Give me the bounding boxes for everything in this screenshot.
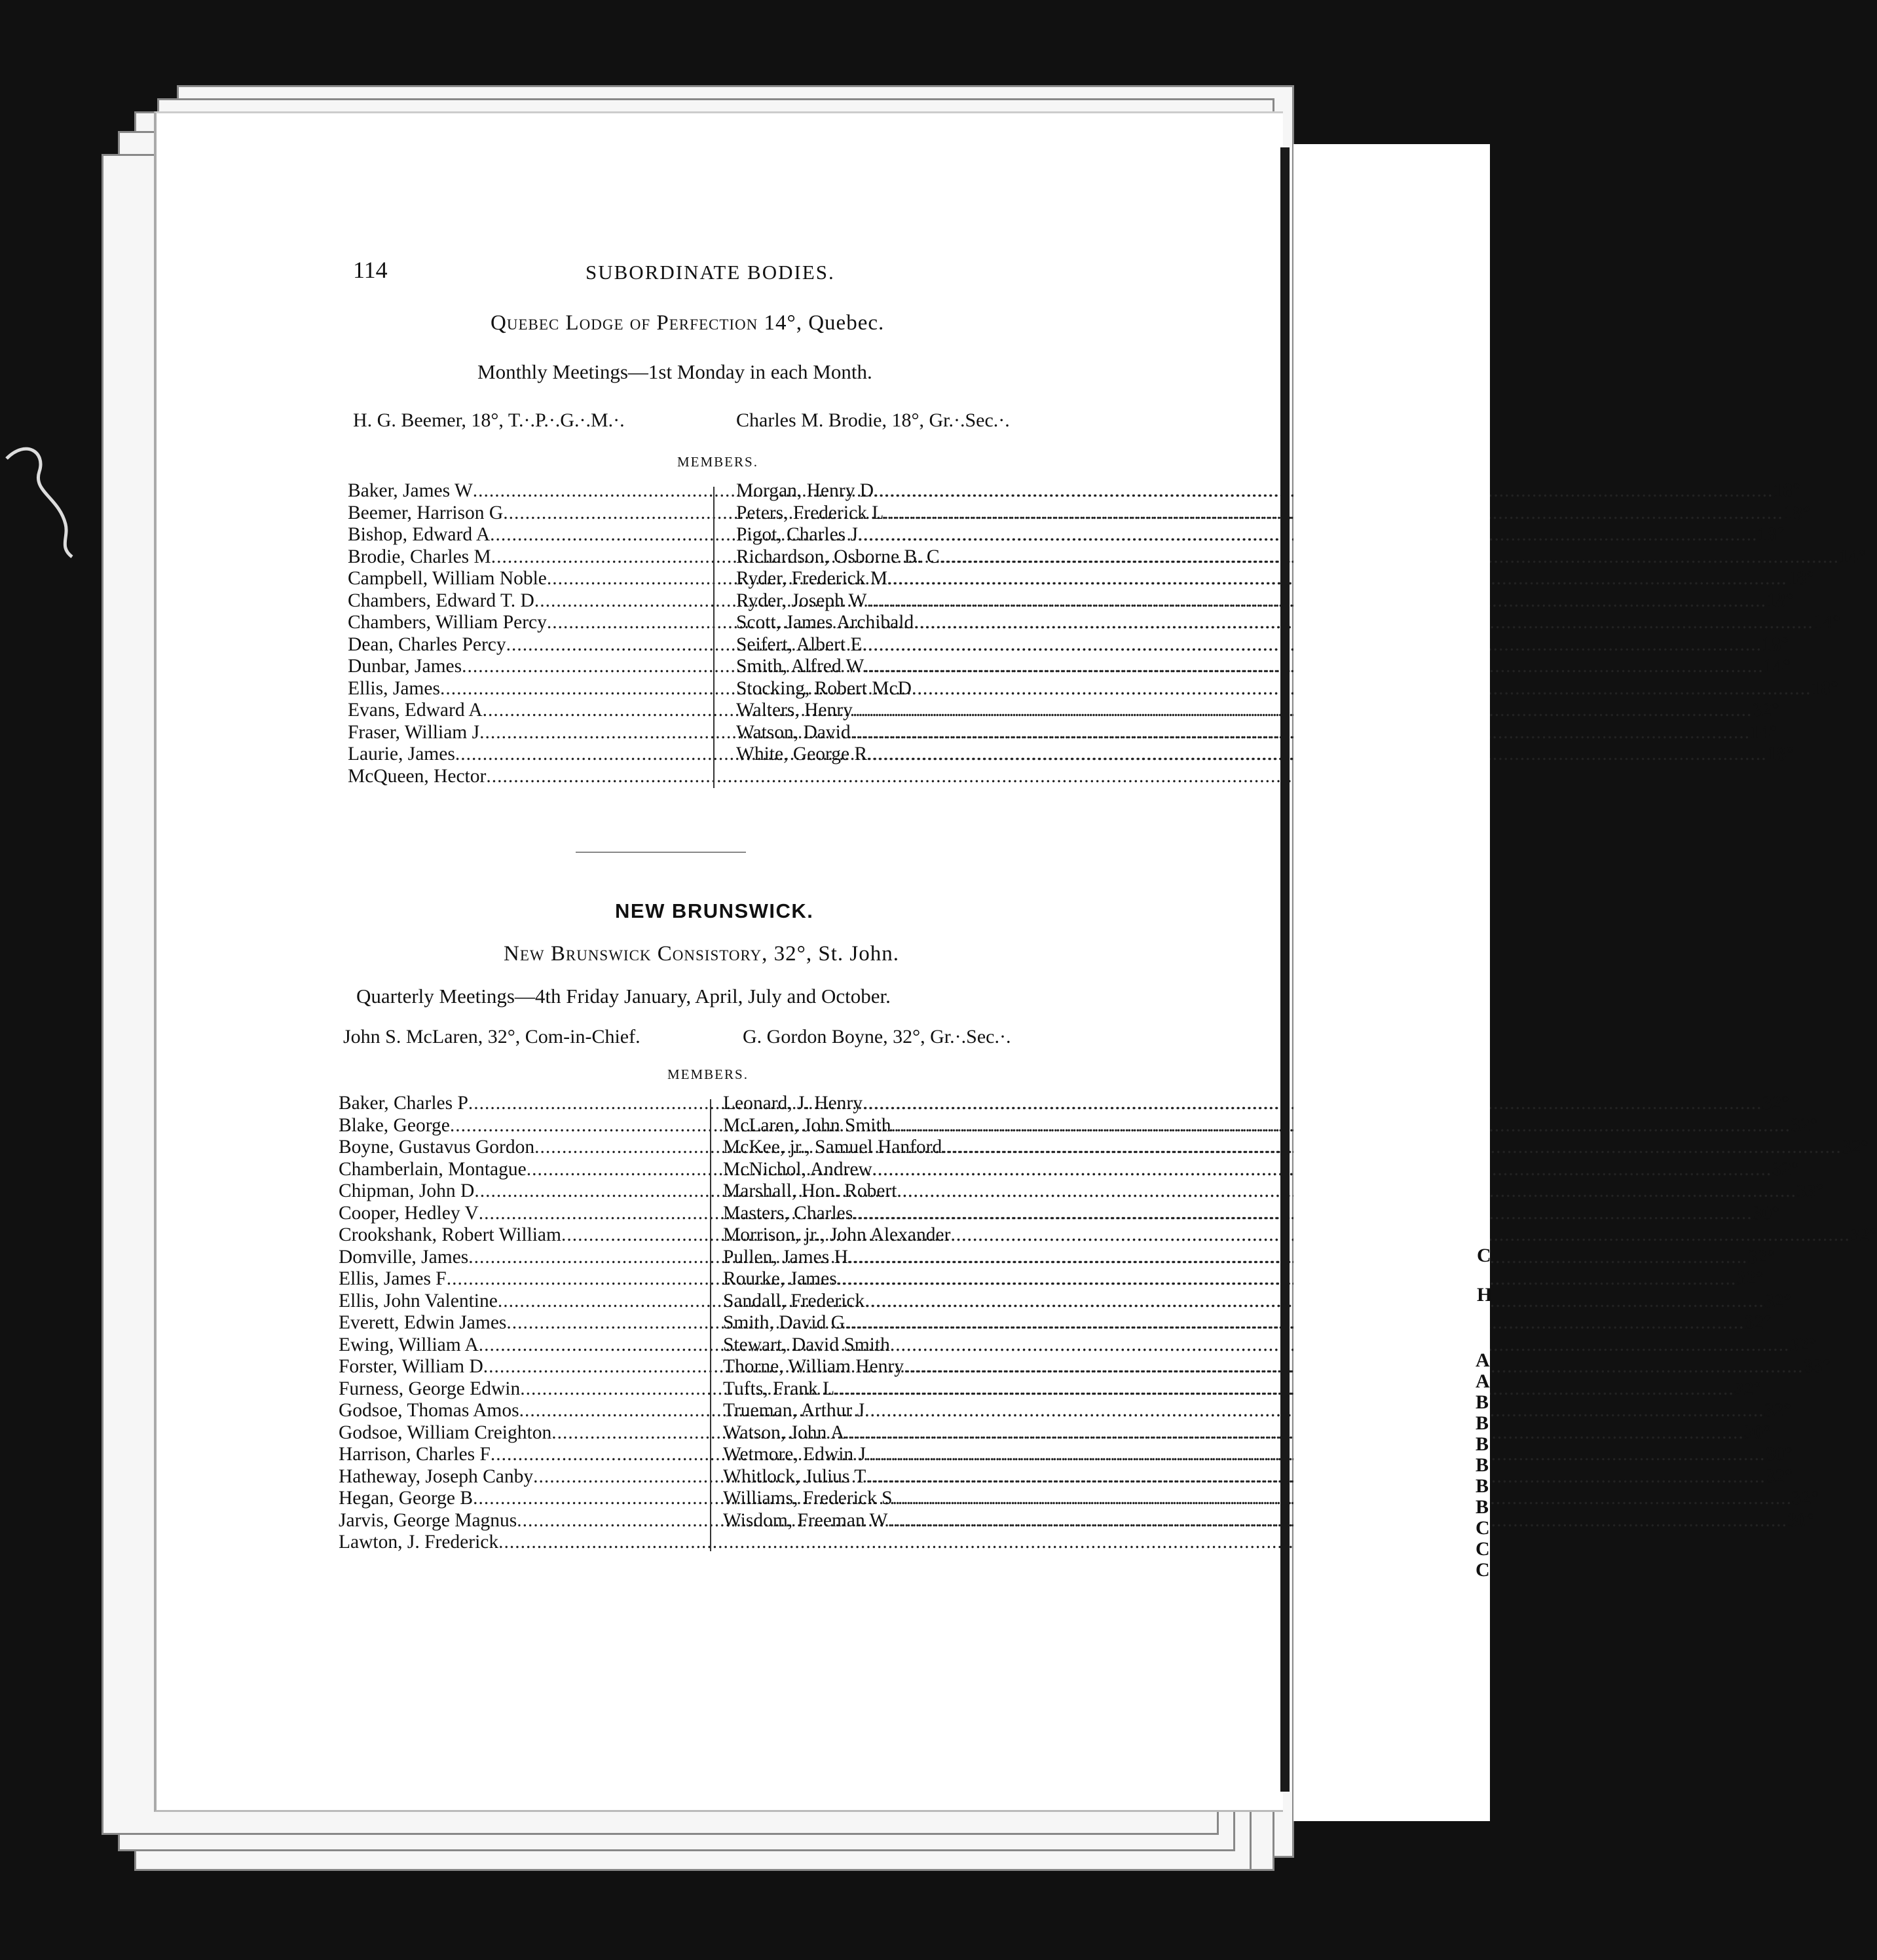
member-degree: 32°	[1752, 700, 1779, 721]
book-gutter	[1280, 147, 1290, 1792]
member-row	[348, 480, 688, 502]
member-name: Marshall, Hon. Robert	[723, 1180, 897, 1201]
member-degree: 32°	[1747, 1246, 1775, 1268]
member-degree: 32°	[1841, 1137, 1869, 1158]
member-row	[723, 1400, 1791, 1422]
member-degree: 18°	[1762, 633, 1789, 655]
member-name: Whitlock, Julius T	[723, 1465, 866, 1487]
member-name: Hatheway, Joseph Canby	[339, 1465, 534, 1487]
member-row	[348, 524, 688, 546]
member-name: Everett, Edwin James	[339, 1312, 507, 1333]
facing-page-fragment: B	[1476, 1391, 1489, 1413]
member-degree: 30°	[1787, 1509, 1815, 1531]
member-row	[723, 1378, 1762, 1401]
member-row	[736, 480, 1800, 502]
member-name: Pigot, Charles J	[736, 524, 859, 545]
member-name: Watson, David	[736, 721, 851, 743]
member-row	[348, 634, 688, 656]
string-mark	[0, 432, 92, 563]
member-row	[736, 568, 1814, 590]
member-row	[339, 1378, 682, 1401]
quebec-members-left	[348, 480, 688, 787]
book-page	[154, 111, 1877, 1812]
member-row	[723, 1158, 1799, 1181]
member-row	[348, 678, 688, 700]
member-name: Harrison, Charles F	[339, 1444, 491, 1465]
member-name: Evans, Edward A	[348, 700, 483, 721]
member-row	[723, 1246, 1775, 1269]
member-row	[723, 1180, 1824, 1203]
member-row	[339, 1159, 682, 1181]
member-row	[339, 1312, 682, 1334]
member-name: Fraser, William J	[348, 721, 480, 743]
member-row	[339, 1356, 682, 1378]
member-name: Ellis, James F	[339, 1268, 447, 1289]
member-degree: 30°	[1752, 1202, 1780, 1224]
column-divider	[713, 487, 715, 788]
member-row	[348, 766, 688, 788]
member-name: Jarvis, George Magnus	[339, 1509, 517, 1531]
member-name: Ryder, Frederick M	[736, 568, 888, 589]
member-name: McNichol, Andrew	[723, 1158, 872, 1180]
member-degree: 32°	[1765, 1465, 1793, 1487]
member-row	[736, 656, 1791, 678]
member-row	[723, 1224, 1877, 1247]
member-row	[736, 721, 1777, 744]
member-row	[723, 1290, 1792, 1313]
page-number: 114	[353, 257, 388, 283]
member-row	[348, 722, 688, 744]
member-name: Godsoe, William Creighton	[339, 1422, 552, 1443]
member-degree: 30°	[1765, 1444, 1793, 1465]
quebec-officer-left: H. G. Beemer, 18°, T.·.P.·.G.·.M.·.	[353, 409, 625, 431]
member-name: Morrison, jr., John Alexander	[723, 1224, 951, 1245]
nb-members-left	[339, 1093, 682, 1554]
member-name: Pullen, James H	[723, 1246, 848, 1268]
member-name: McLaren, John Smith	[723, 1114, 891, 1136]
member-degree: 18°	[1757, 524, 1785, 545]
member-name: Ryder, Joseph W	[736, 590, 867, 611]
facing-page-fragment: A	[1476, 1349, 1490, 1371]
member-name: Chipman, John D	[339, 1180, 475, 1201]
member-name: Laurie, James	[348, 744, 455, 764]
quebec-members-heading: MEMBERS.	[677, 454, 758, 470]
member-degree: 32°	[1736, 1268, 1764, 1289]
nb-consistory-title	[504, 942, 899, 966]
member-name: Chambers, Edward T. D	[348, 590, 534, 611]
member-name: Domville, James	[339, 1246, 469, 1268]
member-row	[736, 524, 1785, 546]
member-degree: 18°	[1783, 502, 1811, 523]
member-row	[348, 546, 688, 569]
member-row	[723, 1202, 1780, 1225]
member-row	[736, 612, 1841, 634]
facing-page-fragment: B	[1476, 1433, 1489, 1455]
facing-page-fragment: A	[1476, 1370, 1490, 1392]
member-degree: 32°	[1762, 1093, 1789, 1114]
member-row	[339, 1203, 682, 1225]
member-row	[339, 1334, 682, 1357]
member-degree: 32°	[1789, 1334, 1817, 1355]
member-name: Beemer, Harrison G	[348, 502, 504, 523]
member-name: Bishop, Edward A	[348, 524, 491, 545]
member-degree: 18°	[1787, 568, 1814, 589]
member-row	[339, 1268, 682, 1291]
member-degree: 18°	[1773, 480, 1800, 501]
member-name: Chambers, William Percy	[348, 612, 547, 633]
quebec-lodge-degree-place: 14°, Quebec.	[764, 311, 885, 335]
quebec-meetings: Monthly Meetings—1st Monday in each Month.	[477, 360, 872, 383]
member-name: Leonard, J. Henry	[723, 1093, 863, 1114]
leader-dots	[498, 1532, 1398, 1554]
member-row	[339, 1400, 682, 1422]
member-degree: 32°	[1790, 1114, 1818, 1136]
member-name: Ewing, William A	[339, 1334, 479, 1355]
member-row	[723, 1093, 1789, 1115]
member-name: Chamberlain, Montague	[339, 1158, 527, 1180]
new-brunswick-heading: NEW BRUNSWICK.	[615, 899, 814, 922]
member-name: Walters, Henry	[736, 700, 853, 721]
member-degree: 14°	[1763, 656, 1791, 677]
member-degree: 30°	[1743, 1422, 1772, 1443]
quebec-lodge-title	[491, 311, 884, 335]
nb-consistory-name: New Brunswick Consistory	[504, 942, 762, 966]
member-row	[339, 1532, 682, 1554]
member-degree: 18°	[1811, 677, 1838, 699]
member-name: Cooper, Hedley V	[339, 1202, 479, 1224]
member-row	[348, 612, 688, 634]
member-row	[736, 546, 1867, 569]
member-name: McQueen, Hector	[348, 765, 487, 787]
member-row	[736, 744, 1794, 766]
member-row	[723, 1114, 1818, 1137]
member-degree: 32°	[1764, 1290, 1792, 1311]
member-name: Tufts, Frank L	[723, 1378, 835, 1399]
member-degree: 33°	[1796, 1180, 1824, 1201]
member-name: Thorne, William Henry	[723, 1356, 904, 1377]
member-degree: 32°	[1764, 1400, 1791, 1421]
member-name: Blake, George	[339, 1114, 450, 1136]
member-name: Sandall, Frederick	[723, 1290, 865, 1311]
member-degree: 32°	[1792, 1488, 1819, 1509]
member-row	[339, 1137, 682, 1159]
member-row	[723, 1137, 1869, 1159]
member-name: Brodie, Charles M	[348, 546, 491, 567]
member-name: Seifert, Albert E	[736, 633, 863, 655]
member-name: Wetmore, Edwin J	[723, 1444, 866, 1465]
member-name: Watson, John A	[723, 1422, 845, 1443]
member-degree: 32°	[1772, 1158, 1799, 1180]
member-row	[348, 656, 688, 678]
member-row	[723, 1422, 1772, 1444]
member-name: Boyne, Gustavus Gordon	[339, 1137, 535, 1158]
nb-members-right	[723, 1093, 1877, 1532]
member-row	[736, 502, 1811, 525]
quebec-lodge-name: Quebec Lodge of Perfection	[491, 311, 758, 335]
member-row	[348, 590, 688, 612]
member-name: Baker, James W	[348, 480, 473, 501]
member-degree: 32°	[1734, 1378, 1762, 1399]
member-row	[723, 1465, 1793, 1488]
member-row	[723, 1268, 1764, 1291]
facing-page-fragment: B	[1476, 1475, 1489, 1497]
member-name: White, George R	[736, 744, 868, 764]
member-name: Stewart, David Smith	[723, 1334, 890, 1355]
member-name: Stocking, Robert McD	[736, 677, 912, 699]
member-name: Ellis, John Valentine	[339, 1290, 498, 1311]
nb-members-heading: MEMBERS.	[667, 1066, 749, 1082]
member-name: Wisdom, Freeman W	[723, 1509, 888, 1531]
member-row	[339, 1444, 682, 1466]
member-row	[736, 700, 1779, 722]
facing-page-fragment: B	[1476, 1412, 1489, 1434]
member-row	[339, 1180, 682, 1203]
running-head: SUBORDINATE BODIES.	[585, 261, 835, 284]
member-row	[723, 1509, 1815, 1532]
member-row	[339, 1093, 682, 1115]
member-row	[723, 1356, 1831, 1378]
member-row	[348, 568, 688, 590]
member-row	[723, 1488, 1819, 1510]
nb-consistory-degree-place: , 32°, St. John.	[762, 942, 899, 966]
quebec-members-right	[736, 480, 1867, 766]
member-row	[348, 502, 688, 525]
member-row	[348, 744, 688, 766]
member-degree: 14°	[1839, 546, 1867, 567]
member-degree: 14°	[1750, 721, 1777, 743]
facing-page-fragment: B	[1476, 1496, 1489, 1518]
member-name: Scott, James Archibald	[736, 612, 914, 633]
member-name: McKee, jr., Samuel Hanford	[723, 1137, 942, 1158]
quebec-officer-right: Charles M. Brodie, 18°, Gr.·.Sec.·.	[736, 409, 1010, 431]
nb-meetings: Quarterly Meetings—4th Friday January, April, July and October.	[356, 985, 891, 1008]
nb-officer-right: G. Gordon Boyne, 32°, Gr.·.Sec.·.	[743, 1026, 1011, 1047]
member-name: Dunbar, James	[348, 656, 462, 677]
member-degree: 18°	[1766, 590, 1794, 611]
facing-page-fragment: C	[1476, 1538, 1490, 1560]
facing-page-fragment: B	[1476, 1454, 1489, 1476]
member-degree: 33°	[1803, 1356, 1831, 1377]
member-row	[339, 1115, 682, 1137]
member-name: Smith, David G	[723, 1312, 846, 1333]
member-degree: 32°	[1849, 1224, 1877, 1245]
member-row	[723, 1312, 1772, 1334]
member-name: Hegan, George B	[339, 1488, 474, 1509]
member-row	[723, 1444, 1793, 1466]
member-name: Baker, Charles P	[339, 1093, 468, 1114]
member-name: Ellis, James	[348, 677, 440, 699]
member-name: Crookshank, Robert William	[339, 1224, 561, 1245]
member-name: Forster, William D	[339, 1356, 483, 1377]
member-row	[736, 677, 1838, 700]
member-row	[339, 1466, 682, 1488]
member-degree: 18°	[1766, 744, 1794, 764]
member-row	[736, 590, 1794, 612]
facing-page-fragment: H	[1477, 1284, 1493, 1306]
member-name: Rourke, James	[723, 1268, 837, 1289]
member-name: Godsoe, Thomas Amos	[339, 1400, 519, 1421]
facing-page-fragment: C	[1476, 1517, 1490, 1539]
member-name: Masters, Charles	[723, 1202, 853, 1224]
member-name: Richardson, Osborne B. C	[736, 546, 940, 567]
facing-page-fragment: C	[1477, 1245, 1491, 1266]
facing-page-fragment: C	[1476, 1559, 1490, 1581]
member-name: Williams, Frederick S	[723, 1488, 893, 1509]
member-degree: 32°	[1744, 1312, 1772, 1333]
member-degree: 14°	[1813, 612, 1841, 633]
member-row	[339, 1291, 682, 1313]
member-name: Peters, Frederick L	[736, 502, 884, 523]
member-name: Dean, Charles Percy	[348, 633, 506, 655]
facing-page	[1293, 144, 1493, 1821]
member-name: Lawton, J. Frederick	[339, 1532, 499, 1553]
member-name: Smith, Alfred W	[736, 656, 864, 677]
member-row	[339, 1224, 682, 1247]
member-name: Campbell, William Noble	[348, 568, 547, 589]
leader-dots	[486, 766, 1386, 788]
section-rule	[576, 852, 746, 853]
member-row	[339, 1422, 682, 1444]
member-row	[339, 1247, 682, 1269]
member-name: Furness, George Edwin	[339, 1378, 521, 1399]
member-row	[339, 1510, 682, 1532]
member-name: Morgan, Henry D	[736, 480, 874, 501]
column-divider	[710, 1099, 711, 1551]
member-name: Trueman, Arthur J	[723, 1400, 865, 1421]
member-row	[339, 1488, 682, 1510]
member-row	[723, 1334, 1817, 1357]
nb-officer-left: John S. McLaren, 32°, Com-in-Chief.	[343, 1026, 641, 1047]
member-row	[348, 700, 688, 722]
member-row	[736, 633, 1789, 656]
